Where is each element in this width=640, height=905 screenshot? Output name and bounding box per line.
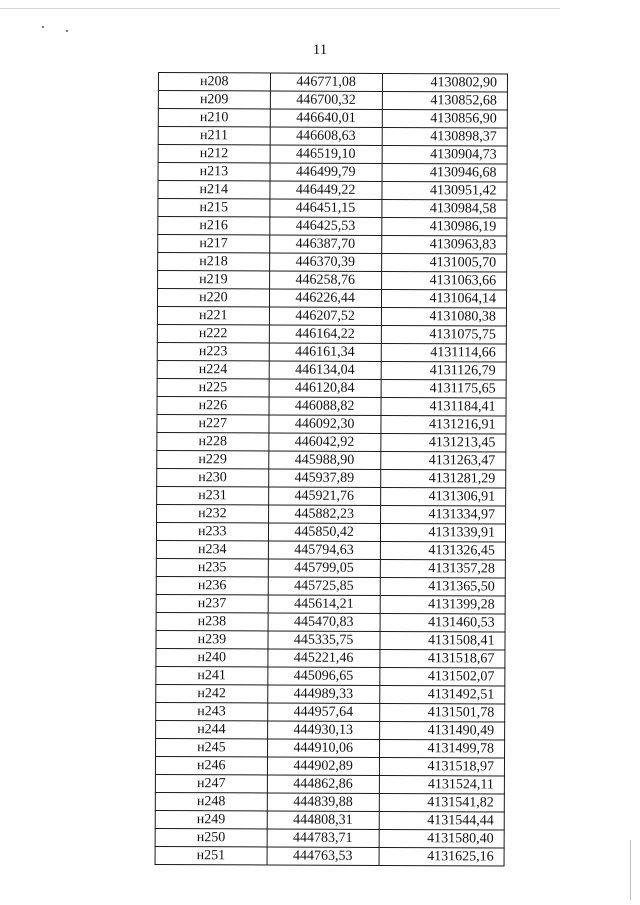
y-coordinate-cell: 4131064,14 bbox=[381, 289, 506, 308]
point-id-cell: н243 bbox=[156, 702, 268, 720]
point-id-cell: н210 bbox=[158, 109, 270, 127]
point-id-cell: н251 bbox=[155, 846, 267, 864]
table-row bbox=[156, 576, 505, 596]
point-id-cell: н250 bbox=[155, 828, 267, 846]
table-row bbox=[156, 684, 505, 704]
x-coordinate-cell: 444839,88 bbox=[267, 793, 379, 811]
table-row bbox=[156, 648, 505, 668]
scan-right-edge bbox=[630, 840, 631, 900]
table-row bbox=[157, 289, 506, 309]
x-coordinate-cell: 446387,70 bbox=[269, 235, 381, 253]
point-id-cell: н238 bbox=[156, 612, 268, 630]
point-id-cell: н228 bbox=[157, 432, 269, 450]
point-id-cell: н208 bbox=[158, 73, 270, 91]
x-coordinate-cell: 445335,75 bbox=[268, 631, 380, 649]
y-coordinate-cell: 4130904,73 bbox=[382, 145, 507, 164]
y-coordinate-cell: 4131063,66 bbox=[381, 271, 506, 290]
point-id-cell: н237 bbox=[156, 594, 268, 612]
table-row bbox=[157, 342, 506, 362]
x-coordinate-cell: 445799,05 bbox=[268, 559, 380, 577]
y-coordinate-cell: 4130951,42 bbox=[382, 181, 507, 200]
x-coordinate-cell: 444989,33 bbox=[267, 685, 379, 703]
x-coordinate-cell: 445725,85 bbox=[268, 577, 380, 595]
x-coordinate-cell: 446519,10 bbox=[270, 145, 382, 163]
table-row bbox=[158, 181, 507, 201]
table-row bbox=[156, 630, 505, 650]
table-row bbox=[157, 504, 506, 524]
y-coordinate-cell: 4131126,79 bbox=[381, 361, 506, 380]
y-coordinate-cell: 4130963,83 bbox=[381, 235, 506, 254]
x-coordinate-cell: 446700,32 bbox=[270, 91, 382, 109]
x-coordinate-cell: 445221,46 bbox=[268, 649, 380, 667]
point-id-cell: н225 bbox=[157, 378, 269, 396]
y-coordinate-cell: 4131365,50 bbox=[380, 577, 505, 596]
page-number: 11 bbox=[312, 42, 328, 58]
x-coordinate-cell: 446771,08 bbox=[270, 73, 382, 91]
y-coordinate-cell: 4131541,82 bbox=[379, 793, 504, 812]
table-row bbox=[157, 468, 506, 488]
table-row bbox=[155, 792, 504, 812]
x-coordinate-cell: 445614,21 bbox=[268, 595, 380, 613]
x-coordinate-cell: 446451,15 bbox=[270, 199, 382, 217]
point-id-cell: н224 bbox=[157, 360, 269, 378]
table-row bbox=[155, 810, 504, 830]
table-row bbox=[158, 217, 507, 237]
point-id-cell: н233 bbox=[156, 522, 268, 540]
y-coordinate-cell: 4131499,78 bbox=[379, 739, 504, 758]
x-coordinate-cell: 446640,01 bbox=[270, 109, 382, 127]
y-coordinate-cell: 4130986,19 bbox=[381, 217, 506, 236]
point-id-cell: н214 bbox=[158, 181, 270, 199]
point-id-cell: н213 bbox=[158, 163, 270, 181]
table-row bbox=[156, 612, 505, 632]
table-row bbox=[156, 666, 505, 686]
x-coordinate-cell: 444957,64 bbox=[267, 703, 379, 721]
point-id-cell: н241 bbox=[156, 666, 268, 684]
point-id-cell: н223 bbox=[157, 342, 269, 360]
y-coordinate-cell: 4131114,66 bbox=[381, 343, 506, 362]
y-coordinate-cell: 4131334,97 bbox=[380, 505, 505, 524]
x-coordinate-cell: 445470,83 bbox=[268, 613, 380, 631]
x-coordinate-cell: 445882,23 bbox=[268, 505, 380, 523]
y-coordinate-cell: 4131216,91 bbox=[381, 415, 506, 434]
coordinates-table bbox=[155, 72, 508, 867]
x-coordinate-cell: 446425,53 bbox=[269, 217, 381, 235]
y-coordinate-cell: 4131339,91 bbox=[380, 523, 505, 542]
table-row bbox=[156, 594, 505, 614]
x-coordinate-cell: 445096,65 bbox=[267, 667, 379, 685]
table-row bbox=[158, 145, 507, 165]
table-row bbox=[158, 73, 507, 93]
x-coordinate-cell: 444930,13 bbox=[267, 721, 379, 739]
table-row bbox=[155, 756, 504, 776]
point-id-cell: н221 bbox=[157, 306, 269, 324]
y-coordinate-cell: 4131075,75 bbox=[381, 325, 506, 344]
point-id-cell: н247 bbox=[155, 774, 267, 792]
x-coordinate-cell: 444862,86 bbox=[267, 775, 379, 793]
y-coordinate-cell: 4130946,68 bbox=[382, 163, 507, 182]
table-row bbox=[156, 720, 505, 740]
y-coordinate-cell: 4131580,40 bbox=[379, 829, 504, 848]
y-coordinate-cell: 4131518,67 bbox=[380, 649, 505, 668]
y-coordinate-cell: 4131399,28 bbox=[380, 595, 505, 614]
point-id-cell: н227 bbox=[157, 414, 269, 432]
point-id-cell: н217 bbox=[158, 235, 270, 253]
scan-speck bbox=[66, 30, 68, 32]
x-coordinate-cell: 445988,90 bbox=[268, 451, 380, 469]
x-coordinate-cell: 446449,22 bbox=[270, 181, 382, 199]
coordinates-table-body bbox=[155, 73, 507, 867]
point-id-cell: н230 bbox=[157, 468, 269, 486]
table-row bbox=[158, 253, 507, 273]
y-coordinate-cell: 4131213,45 bbox=[381, 433, 506, 452]
table-row bbox=[157, 396, 506, 416]
x-coordinate-cell: 444783,71 bbox=[267, 829, 379, 847]
x-coordinate-cell: 446499,79 bbox=[270, 163, 382, 181]
x-coordinate-cell: 446092,30 bbox=[269, 415, 381, 433]
point-id-cell: н218 bbox=[158, 253, 270, 271]
table-row bbox=[158, 127, 507, 147]
table-row bbox=[155, 774, 504, 794]
table-row bbox=[155, 846, 504, 866]
table-row bbox=[155, 828, 504, 848]
table-row bbox=[157, 486, 506, 506]
y-coordinate-cell: 4131508,41 bbox=[380, 631, 505, 650]
y-coordinate-cell: 4131263,47 bbox=[380, 451, 505, 470]
point-id-cell: н239 bbox=[156, 630, 268, 648]
point-id-cell: н220 bbox=[157, 289, 269, 307]
x-coordinate-cell: 444763,53 bbox=[267, 847, 379, 865]
point-id-cell: н245 bbox=[156, 738, 268, 756]
y-coordinate-cell: 4131080,38 bbox=[381, 307, 506, 326]
point-id-cell: н232 bbox=[157, 504, 269, 522]
y-coordinate-cell: 4130898,37 bbox=[382, 127, 507, 146]
x-coordinate-cell: 446088,82 bbox=[269, 397, 381, 415]
table-row bbox=[157, 432, 506, 452]
x-coordinate-cell: 444902,89 bbox=[267, 757, 379, 775]
table-row bbox=[158, 91, 507, 111]
table-row bbox=[157, 414, 506, 434]
scan-top-edge bbox=[0, 8, 560, 9]
y-coordinate-cell: 4130852,68 bbox=[382, 91, 507, 110]
x-coordinate-cell: 446164,22 bbox=[269, 325, 381, 343]
point-id-cell: н226 bbox=[157, 396, 269, 414]
point-id-cell: н231 bbox=[157, 486, 269, 504]
x-coordinate-cell: 444910,06 bbox=[267, 739, 379, 757]
y-coordinate-cell: 4131625,16 bbox=[379, 847, 504, 866]
point-id-cell: н240 bbox=[156, 648, 268, 666]
x-coordinate-cell: 445937,89 bbox=[268, 469, 380, 487]
y-coordinate-cell: 4131005,70 bbox=[381, 253, 506, 272]
point-id-cell: н235 bbox=[156, 558, 268, 576]
y-coordinate-cell: 4130856,90 bbox=[382, 109, 507, 128]
table-row bbox=[156, 558, 505, 578]
point-id-cell: н209 bbox=[158, 91, 270, 109]
y-coordinate-cell: 4131460,53 bbox=[380, 613, 505, 632]
x-coordinate-cell: 445794,63 bbox=[268, 541, 380, 559]
point-id-cell: н242 bbox=[156, 684, 268, 702]
x-coordinate-cell: 446258,76 bbox=[269, 271, 381, 289]
x-coordinate-cell: 446370,39 bbox=[269, 253, 381, 271]
y-coordinate-cell: 4131175,65 bbox=[381, 379, 506, 398]
point-id-cell: н234 bbox=[156, 540, 268, 558]
x-coordinate-cell: 446161,34 bbox=[269, 343, 381, 361]
table-row bbox=[156, 738, 505, 758]
table-row bbox=[158, 235, 507, 255]
y-coordinate-cell: 4130984,58 bbox=[382, 199, 507, 218]
point-id-cell: н244 bbox=[156, 720, 268, 738]
y-coordinate-cell: 4131306,91 bbox=[380, 487, 505, 506]
y-coordinate-cell: 4131502,07 bbox=[379, 667, 504, 686]
x-coordinate-cell: 446042,92 bbox=[269, 433, 381, 451]
table-row bbox=[157, 306, 506, 326]
y-coordinate-cell: 4131357,28 bbox=[380, 559, 505, 578]
y-coordinate-cell: 4131184,41 bbox=[381, 397, 506, 416]
x-coordinate-cell: 446207,52 bbox=[269, 307, 381, 325]
table-row bbox=[157, 360, 506, 380]
x-coordinate-cell: 446134,04 bbox=[269, 361, 381, 379]
table-row bbox=[158, 109, 507, 129]
point-id-cell: н222 bbox=[157, 324, 269, 342]
point-id-cell: н215 bbox=[158, 199, 270, 217]
y-coordinate-cell: 4131326,45 bbox=[380, 541, 505, 560]
y-coordinate-cell: 4130802,90 bbox=[382, 73, 507, 92]
point-id-cell: н229 bbox=[157, 450, 269, 468]
table-row bbox=[158, 163, 507, 183]
point-id-cell: н212 bbox=[158, 145, 270, 163]
table-row bbox=[156, 540, 505, 560]
x-coordinate-cell: 445850,42 bbox=[268, 523, 380, 541]
y-coordinate-cell: 4131492,51 bbox=[379, 685, 504, 704]
x-coordinate-cell: 444808,31 bbox=[267, 811, 379, 829]
y-coordinate-cell: 4131518,97 bbox=[379, 757, 504, 776]
point-id-cell: н219 bbox=[158, 271, 270, 289]
y-coordinate-cell: 4131501,78 bbox=[379, 703, 504, 722]
point-id-cell: н249 bbox=[155, 810, 267, 828]
scan-speck bbox=[42, 26, 44, 28]
x-coordinate-cell: 446608,63 bbox=[270, 127, 382, 145]
table-row bbox=[157, 378, 506, 398]
table-row bbox=[158, 199, 507, 219]
table-row bbox=[156, 522, 505, 542]
table-row bbox=[156, 702, 505, 722]
point-id-cell: н236 bbox=[156, 576, 268, 594]
table-row bbox=[157, 450, 506, 470]
table-row bbox=[157, 324, 506, 344]
y-coordinate-cell: 4131544,44 bbox=[379, 811, 504, 830]
point-id-cell: н248 bbox=[155, 792, 267, 810]
x-coordinate-cell: 446120,84 bbox=[269, 379, 381, 397]
point-id-cell: н211 bbox=[158, 127, 270, 145]
point-id-cell: н216 bbox=[158, 217, 270, 235]
y-coordinate-cell: 4131490,49 bbox=[379, 721, 504, 740]
y-coordinate-cell: 4131524,11 bbox=[379, 775, 504, 794]
table-row bbox=[158, 271, 507, 291]
x-coordinate-cell: 445921,76 bbox=[268, 487, 380, 505]
y-coordinate-cell: 4131281,29 bbox=[380, 469, 505, 488]
point-id-cell: н246 bbox=[155, 756, 267, 774]
x-coordinate-cell: 446226,44 bbox=[269, 289, 381, 307]
